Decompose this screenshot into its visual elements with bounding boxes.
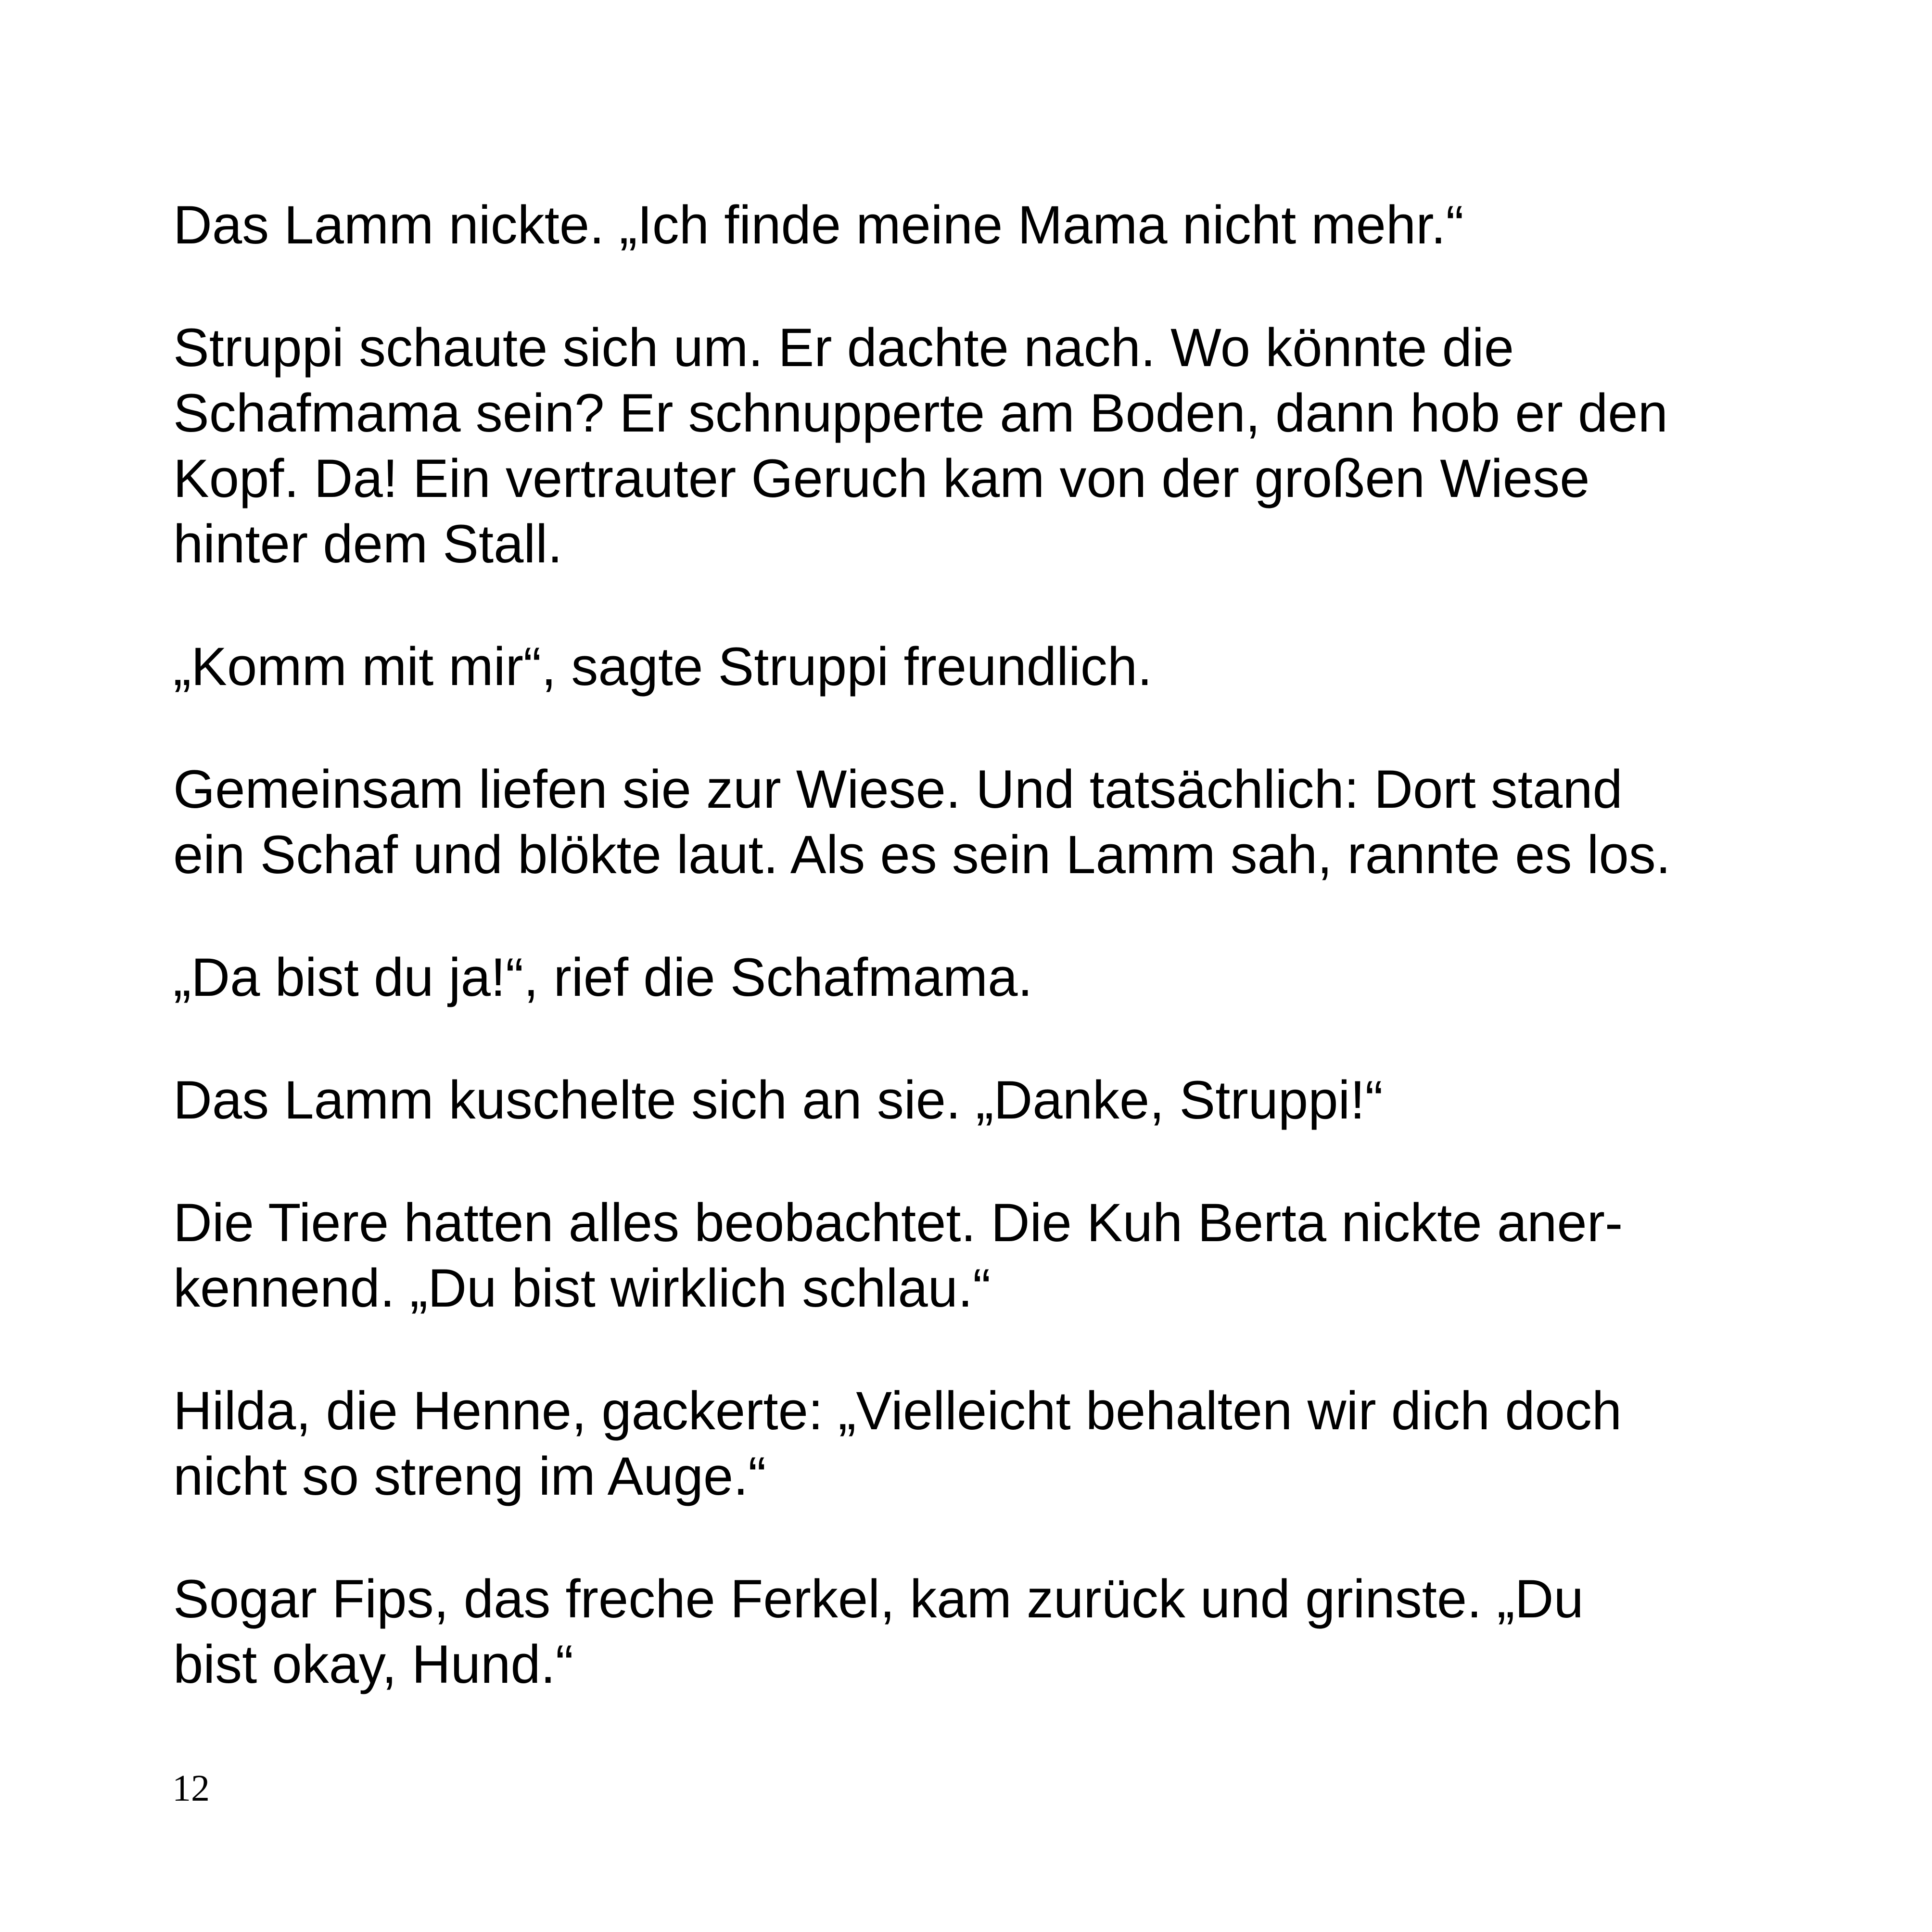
paragraph-lamm-nickte: Das Lamm nickte. „Ich finde meine Mama nicht mehr.“ bbox=[173, 195, 1464, 255]
paragraph-tiere-beobachtet: Die Tiere hatten alles beobachtet. Die Kuh Berta nickte aner- kennend. „Du bist wirklich schlau.“ bbox=[173, 1193, 1623, 1318]
paragraph-da-bist-du-ja: „Da bist du ja!“, rief die Schafmama. bbox=[173, 947, 1033, 1007]
paragraph-komm-mit-mir: „Komm mit mir“, sagte Struppi freundlich. bbox=[173, 636, 1153, 697]
page-number: 12 bbox=[172, 1767, 210, 1809]
paragraph-gemeinsam-liefen: Gemeinsam liefen sie zur Wiese. Und tatsächlich: Dort stand ein Schaf und blökte laut. Als es sein Lamm sah, rannte es los. bbox=[173, 759, 1671, 885]
paragraph-sogar-fips: Sogar Fips, das freche Ferkel, kam zurück und grinste. „Du bist okay, Hund.“ bbox=[173, 1569, 1584, 1694]
paragraph-lamm-kuschelte: Das Lamm kuschelte sich an sie. „Danke, Struppi!“ bbox=[173, 1070, 1383, 1130]
story-text bbox=[173, 192, 1809, 1754]
paragraph-struppi-schaute: Struppi schaute sich um. Er dachte nach. Wo könnte die Schafmama sein? Er schnupperte am Boden, dann hob er den Kopf. Da! Ein vertrauter Geruch kam von der großen Wiese hinter dem Stall. bbox=[173, 318, 1668, 574]
paragraph-hilda-gackerte: Hilda, die Henne, gackerte: „Vielleicht behalten wir dich doch nicht so streng im Auge.“ bbox=[173, 1381, 1622, 1506]
